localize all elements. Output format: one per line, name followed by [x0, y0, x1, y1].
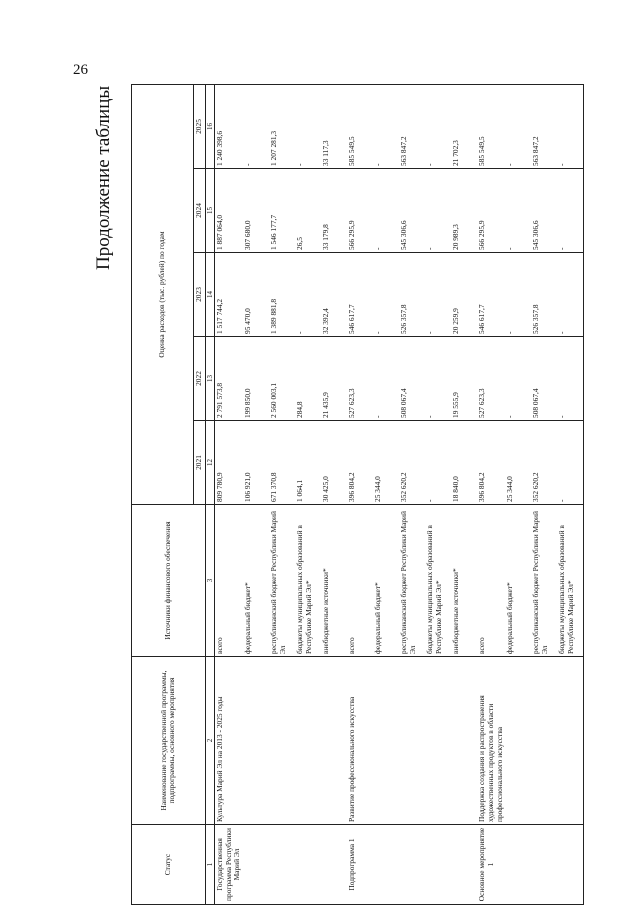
value-cell: 508 067,4	[399, 337, 425, 421]
value-cell: 546 617,7	[347, 253, 373, 337]
table-body	[214, 85, 583, 905]
table-row	[373, 85, 399, 905]
column-number: 15	[205, 169, 214, 253]
table-row	[214, 85, 243, 905]
value-cell: -	[557, 253, 584, 337]
value-cell: -	[505, 169, 531, 253]
value-cell: 396 804,2	[477, 421, 505, 505]
value-cell: -	[425, 85, 451, 169]
source-cell: республиканский бюджет Республики Марий Эл	[531, 505, 557, 657]
value-cell: 566 295,9	[347, 169, 373, 253]
header-year: 2025	[194, 85, 206, 169]
status-cell	[557, 825, 584, 905]
value-cell: 33 179,8	[321, 169, 347, 253]
table-row	[399, 85, 425, 905]
value-cell: 25 344,0	[373, 421, 399, 505]
column-number: 3	[205, 505, 214, 657]
value-cell: 307 680,0	[243, 169, 269, 253]
value-cell: 671 370,8	[269, 421, 295, 505]
header-estimate: Оценка расходов (тыс. рублей) по годам	[132, 85, 194, 505]
source-cell: федеральный бюджет*	[373, 505, 399, 657]
name-cell	[451, 657, 477, 825]
value-cell: -	[373, 169, 399, 253]
value-cell: 546 617,7	[477, 253, 505, 337]
value-cell: -	[425, 337, 451, 421]
value-cell: 2 791 573,8	[214, 337, 243, 421]
header-source: Источники финансового обеспечения	[132, 505, 206, 657]
value-cell: 18 840,0	[451, 421, 477, 505]
source-cell: федеральный бюджет*	[505, 505, 531, 657]
value-cell: -	[295, 85, 321, 169]
name-cell	[295, 657, 321, 825]
name-cell	[373, 657, 399, 825]
name-cell	[269, 657, 295, 825]
status-cell	[321, 825, 347, 905]
value-cell: 26,5	[295, 169, 321, 253]
status-cell	[295, 825, 321, 905]
value-cell: -	[557, 421, 584, 505]
table-row	[451, 85, 477, 905]
page-number: 26	[73, 62, 88, 78]
value-cell: 284,8	[295, 337, 321, 421]
source-cell: бюджеты муниципальных образований в Республике Марий Эл*	[295, 505, 321, 657]
value-cell: 508 067,4	[531, 337, 557, 421]
status-cell	[243, 825, 269, 905]
value-cell: 20 989,3	[451, 169, 477, 253]
name-cell	[531, 657, 557, 825]
name-cell	[505, 657, 531, 825]
value-cell: 585 549,5	[477, 85, 505, 169]
value-cell: -	[557, 169, 584, 253]
value-cell: 352 620,2	[531, 421, 557, 505]
column-number: 12	[205, 421, 214, 505]
value-cell: 199 850,0	[243, 337, 269, 421]
table-row	[477, 85, 505, 905]
value-cell: -	[557, 337, 584, 421]
value-cell: 21 702,3	[451, 85, 477, 169]
value-cell: 352 620,2	[399, 421, 425, 505]
value-cell: 106 921,0	[243, 421, 269, 505]
status-cell	[399, 825, 425, 905]
value-cell: -	[425, 169, 451, 253]
value-cell: 21 435,9	[321, 337, 347, 421]
status-cell: Государственная программа Республики Марий Эл	[214, 825, 243, 905]
source-cell: бюджеты муниципальных образований в Республике Марий Эл*	[557, 505, 584, 657]
value-cell: 526 357,8	[531, 253, 557, 337]
value-cell: 527 623,3	[347, 337, 373, 421]
continuation-title: Продолжение таблицы	[93, 85, 114, 270]
table-row	[321, 85, 347, 905]
source-cell: республиканский бюджет Республики Марий Эл	[269, 505, 295, 657]
header-year: 2021	[194, 421, 206, 505]
value-cell: 1 064,1	[295, 421, 321, 505]
source-cell: всего	[477, 505, 505, 657]
value-cell: -	[425, 253, 451, 337]
value-cell: 20 259,9	[451, 253, 477, 337]
source-cell: федеральный бюджет*	[243, 505, 269, 657]
column-number: 13	[205, 337, 214, 421]
name-cell	[399, 657, 425, 825]
value-cell: 1 207 281,3	[269, 85, 295, 169]
value-cell: 1 517 744,2	[214, 253, 243, 337]
status-cell	[505, 825, 531, 905]
source-cell: внебюджетные источники*	[451, 505, 477, 657]
header-name: Наименование государственной программы, подпрограммы, основного мероприятия	[132, 657, 206, 825]
status-cell	[451, 825, 477, 905]
value-cell: 809 780,9	[214, 421, 243, 505]
table-row	[295, 85, 321, 905]
source-cell: всего	[347, 505, 373, 657]
value-cell: 396 804,2	[347, 421, 373, 505]
value-cell: -	[557, 85, 584, 169]
value-cell: -	[505, 85, 531, 169]
value-cell: 1 546 177,7	[269, 169, 295, 253]
value-cell: 585 549,5	[347, 85, 373, 169]
column-number: 2	[205, 657, 214, 825]
value-cell: -	[373, 85, 399, 169]
name-cell	[321, 657, 347, 825]
table-row	[243, 85, 269, 905]
column-number: 1	[205, 825, 214, 905]
table-row	[425, 85, 451, 905]
name-cell	[557, 657, 584, 825]
name-cell: Развитие профессионального искусства	[347, 657, 373, 825]
rotated-page	[85, 85, 576, 905]
value-cell: -	[373, 337, 399, 421]
status-cell	[531, 825, 557, 905]
value-cell: -	[505, 253, 531, 337]
value-cell: 1 887 064,0	[214, 169, 243, 253]
name-cell	[425, 657, 451, 825]
value-cell: -	[425, 421, 451, 505]
table-row	[269, 85, 295, 905]
status-cell: Основное мероприятие 1	[477, 825, 505, 905]
value-cell: -	[243, 85, 269, 169]
value-cell: 1 240 398,6	[214, 85, 243, 169]
table-row	[531, 85, 557, 905]
value-cell: 566 295,9	[477, 169, 505, 253]
expenditure-table	[131, 84, 584, 905]
value-cell: 2 560 003,1	[269, 337, 295, 421]
header-year: 2022	[194, 337, 206, 421]
value-cell: 19 555,9	[451, 337, 477, 421]
source-cell: республиканский бюджет Республики Марий Эл	[399, 505, 425, 657]
header-year: 2024	[194, 169, 206, 253]
column-number: 14	[205, 253, 214, 337]
source-cell: всего	[214, 505, 243, 657]
value-cell: 30 425,0	[321, 421, 347, 505]
value-cell: 526 357,8	[399, 253, 425, 337]
value-cell: -	[295, 253, 321, 337]
value-cell: -	[373, 253, 399, 337]
value-cell: 545 306,6	[531, 169, 557, 253]
status-cell	[425, 825, 451, 905]
value-cell: 563 847,2	[399, 85, 425, 169]
name-cell	[243, 657, 269, 825]
status-cell: Подпрограмма 1	[347, 825, 373, 905]
value-cell: 95 470,0	[243, 253, 269, 337]
column-number: 16	[205, 85, 214, 169]
table-row	[347, 85, 373, 905]
name-cell: Культура Марий Эл на 2013 - 2025 годы	[214, 657, 243, 825]
status-cell	[269, 825, 295, 905]
value-cell: 563 847,2	[531, 85, 557, 169]
value-cell: 33 117,3	[321, 85, 347, 169]
value-cell: 1 389 881,8	[269, 253, 295, 337]
table-row	[557, 85, 584, 905]
status-cell	[373, 825, 399, 905]
value-cell: -	[505, 337, 531, 421]
name-cell: Поддержка создания и распространения художественных продуктов в области профессионального искусства	[477, 657, 505, 825]
value-cell: 25 344,0	[505, 421, 531, 505]
header-year: 2023	[194, 253, 206, 337]
table-header	[132, 85, 215, 905]
value-cell: 527 623,3	[477, 337, 505, 421]
value-cell: 545 306,6	[399, 169, 425, 253]
source-cell: бюджеты муниципальных образований в Республике Марий Эл*	[425, 505, 451, 657]
value-cell: 32 392,4	[321, 253, 347, 337]
header-status: Статус	[132, 825, 206, 905]
table-row	[505, 85, 531, 905]
source-cell: внебюджетные источники*	[321, 505, 347, 657]
